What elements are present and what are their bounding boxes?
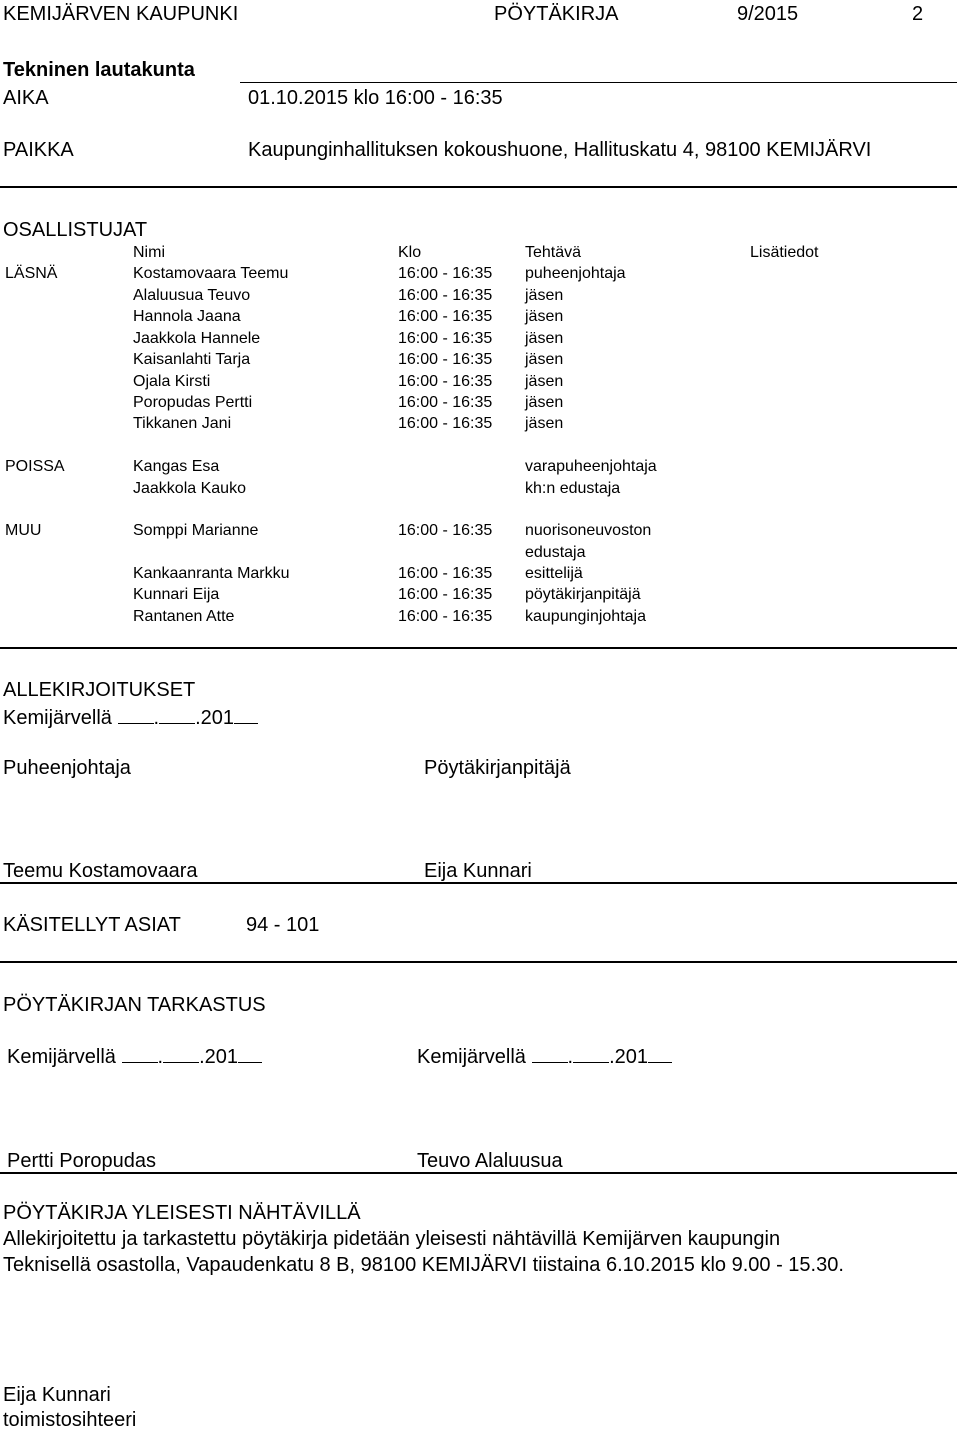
handled-value: 94 - 101 (246, 914, 320, 936)
participant-time: 16:00 - 16:35 (398, 373, 493, 390)
public-title: PÖYTÄKIRJA YLEISESTI NÄHTÄVILLÄ (3, 1202, 361, 1224)
day-blank (122, 1045, 158, 1063)
day-blank (118, 706, 154, 724)
signature-line (0, 882, 957, 884)
time-label: AIKA (3, 87, 49, 109)
participant-role: jäsen (525, 415, 564, 432)
participant-time: 16:00 - 16:35 (398, 265, 493, 282)
committee-name: Tekninen lautakunta (3, 59, 195, 81)
participant-time: 16:00 - 16:35 (398, 394, 493, 411)
participant-role: kh:n edustaja (525, 480, 621, 497)
col-name-header: Nimi (133, 244, 165, 261)
review-date-1: Kemijärvellä . .201 (7, 1045, 262, 1069)
month-blank (159, 706, 195, 724)
secretary-label: Pöytäkirjanpitäjä (424, 757, 571, 779)
place-value: Kaupunginhallituksen kokoushuone, Hallituskatu 4, 98100 KEMIJÄRVI (248, 139, 872, 161)
doc-type: PÖYTÄKIRJA (494, 3, 619, 25)
chair-name: Teemu Kostamovaara (3, 860, 198, 882)
participant-role: jäsen (525, 287, 564, 304)
participant-role: jäsen (525, 394, 564, 411)
signature-date: Kemijärvellä . .201 (3, 706, 258, 730)
participant-name: Kunnari Eija (133, 586, 220, 603)
org-name: KEMIJÄRVEN KAUPUNKI (3, 3, 239, 25)
participant-role: puheenjohtaja (525, 265, 626, 282)
year-blank (238, 1045, 262, 1063)
participant-name: Rantanen Atte (133, 608, 235, 625)
year-blank (648, 1045, 672, 1063)
participant-time: 16:00 - 16:35 (398, 351, 493, 368)
participant-role: varapuheenjohtaja (525, 458, 657, 475)
participant-time: 16:00 - 16:35 (398, 287, 493, 304)
signatures-title: ALLEKIRJOITUKSET (3, 679, 196, 701)
participant-time: 16:00 - 16:35 (398, 330, 493, 347)
signer-title: toimistosihteeri (3, 1409, 137, 1431)
year-blank (234, 706, 258, 724)
participant-name: Jaakkola Hannele (133, 330, 261, 347)
participant-name: Kankaanranta Markku (133, 565, 290, 582)
participant-time: 16:00 - 16:35 (398, 415, 493, 432)
col-extra-header: Lisätiedot (750, 244, 819, 261)
chair-label: Puheenjohtaja (3, 757, 131, 779)
participant-name: Hannola Jaana (133, 308, 241, 325)
public-text-line-2: Teknisellä osastolla, Vapaudenkatu 8 B, 98100 KEMIJÄRVI tiistaina 6.10.2015 klo 9.00 - 15.30. (3, 1254, 844, 1276)
review-date-2: Kemijärvellä . .201 (417, 1045, 672, 1069)
participant-name: Poropudas Pertti (133, 394, 253, 411)
participant-time: 16:00 - 16:35 (398, 608, 493, 625)
handled-label: KÄSITELLYT ASIAT (3, 914, 181, 936)
month-blank (573, 1045, 609, 1063)
participant-time: 16:00 - 16:35 (398, 586, 493, 603)
reviewer-2-name: Teuvo Alaluusua (417, 1150, 563, 1172)
participant-role-cont: edustaja (525, 544, 586, 561)
participant-name: Kaisanlahti Tarja (133, 351, 251, 368)
place-label: PAIKKA (3, 139, 74, 161)
participant-time: 16:00 - 16:35 (398, 565, 493, 582)
page-number: 2 (912, 3, 924, 25)
participant-role: kaupunginjohtaja (525, 608, 646, 625)
secretary-name: Eija Kunnari (424, 860, 532, 882)
month-blank (163, 1045, 199, 1063)
divider (0, 647, 957, 649)
participant-name: Alaluusua Teuvo (133, 287, 251, 304)
participant-name: Somppi Marianne (133, 522, 259, 539)
participant-role: jäsen (525, 351, 564, 368)
participant-name: Tikkanen Jani (133, 415, 232, 432)
doc-number: 9/2015 (737, 3, 799, 25)
participant-role: pöytäkirjanpitäjä (525, 586, 641, 603)
col-time-header: Klo (398, 244, 422, 261)
col-role-header: Tehtävä (525, 244, 582, 261)
participant-role: nuorisoneuvoston (525, 522, 652, 539)
participant-role: esittelijä (525, 565, 583, 582)
participant-name: Jaakkola Kauko (133, 480, 246, 497)
participant-time: 16:00 - 16:35 (398, 522, 493, 539)
participant-name: Kostamovaara Teemu (133, 265, 289, 282)
signer-name: Eija Kunnari (3, 1384, 111, 1406)
participant-role: jäsen (525, 330, 564, 347)
time-value: 01.10.2015 klo 16:00 - 16:35 (248, 87, 503, 109)
participant-role: jäsen (525, 308, 564, 325)
review-title: PÖYTÄKIRJAN TARKASTUS (3, 994, 266, 1016)
reviewer-1-name: Pertti Poropudas (7, 1150, 156, 1172)
signature-line (0, 1172, 957, 1174)
divider (240, 82, 957, 83)
other-label: MUU (5, 522, 42, 539)
present-label: LÄSNÄ (5, 265, 58, 282)
participant-name: Kangas Esa (133, 458, 220, 475)
participants-title: OSALLISTUJAT (3, 219, 148, 241)
absent-label: POISSA (5, 458, 65, 475)
participant-role: jäsen (525, 373, 564, 390)
divider (0, 186, 957, 188)
day-blank (532, 1045, 568, 1063)
participant-time: 16:00 - 16:35 (398, 308, 493, 325)
divider (0, 961, 957, 963)
participant-name: Ojala Kirsti (133, 373, 211, 390)
public-text-line-1: Allekirjoitettu ja tarkastettu pöytäkirja pidetään yleisesti nähtävillä Kemijärven kaupungin (3, 1228, 781, 1250)
